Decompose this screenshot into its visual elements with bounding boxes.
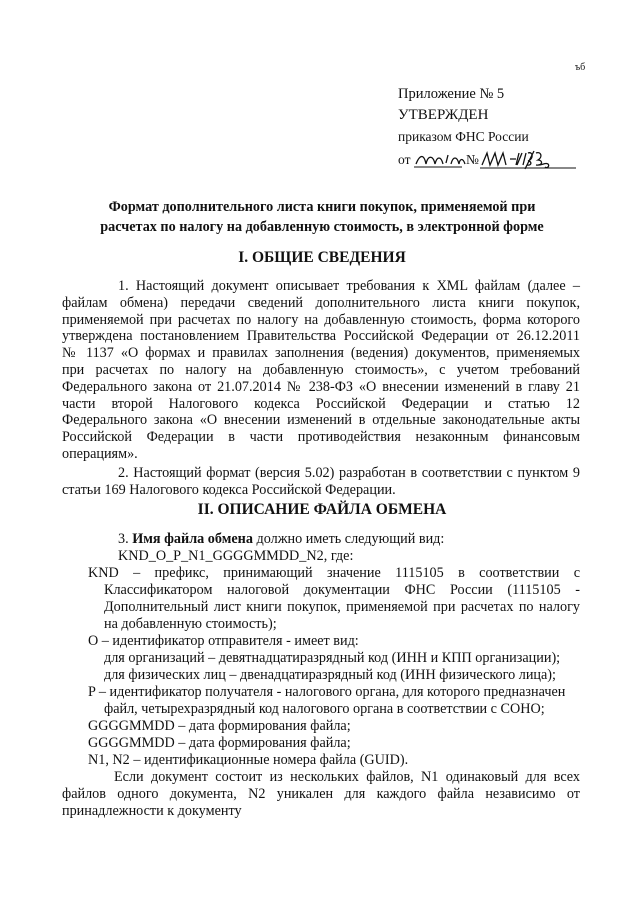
- p1-line: части второй Налогового кодекса Российской Федерации и статью 12: [62, 395, 580, 412]
- p1-line: Российской Федерации в части противодействия незаконным финансовым: [62, 429, 580, 446]
- p2-line: 2. Настоящий формат (версия 5.02) разработан в соответствии с пунктом 9: [118, 465, 580, 481]
- p-line: файл, четырехразрядный код налогового органа в соответствии с СОНО;: [104, 701, 545, 717]
- knd-line: KND – префикс, принимающий значение 1115105 в соответствии с: [88, 565, 580, 581]
- order-date-number-line: [398, 147, 638, 171]
- date-definition-2: GGGGMMDD – дата формирования файла;: [88, 735, 351, 751]
- handwritten-date: [416, 155, 465, 164]
- knd-line: Классификатором налоговой документации ФНС России (1115105 -: [104, 582, 580, 598]
- multi-file-paragraph: [62, 769, 580, 819]
- ot-prefix: от: [398, 152, 411, 167]
- p1-line: 1. Настоящий документ описывает требования к XML файлам (далее –: [118, 278, 580, 294]
- p1-line: операциям».: [62, 445, 138, 462]
- handwritten-number: [482, 151, 549, 169]
- knd-line: Дополнительный лист книги покупок, применяемой при расчетах по налогу: [104, 599, 580, 615]
- filename-pattern: KND_O_P_N1_GGGGMMDD_N2, где:: [118, 548, 354, 564]
- p1-line: Федерального закона от 21.07.2014 № 238-ФЗ «О внесении изменений в главу 21: [62, 378, 580, 395]
- p3-rest: должно иметь следующий вид:: [256, 531, 445, 547]
- o-definition: [88, 633, 560, 684]
- order-label: приказом ФНС России: [398, 129, 529, 144]
- appendix-block: [398, 84, 638, 171]
- paragraph-1: [62, 278, 580, 463]
- corner-mark: ъб: [575, 62, 586, 73]
- p1-line: Федерального закона «О внесении изменений в отдельные законодательные акты: [62, 412, 580, 429]
- handwritten-date-number: [398, 147, 638, 173]
- section-2-heading: II. ОПИСАНИЕ ФАЙЛА ОБМЕНА: [197, 501, 447, 518]
- p1-line: файлам обмена) передачи сведений дополнительного листа книги покупок,: [62, 294, 580, 311]
- paragraph-2: [62, 465, 580, 499]
- p1-line: утверждена постановлением Правительства Российской Федерации от 26.12.2011: [62, 328, 580, 345]
- o-line: для организаций – девятнадцатиразрядный код (ИНН и КПП организации);: [104, 650, 561, 666]
- p3-number: 3.: [118, 531, 129, 547]
- knd-definition: [88, 565, 580, 633]
- p-definition: [88, 684, 565, 718]
- last-line: файлов одного документа, N2 уникален для каждого файла независимо от: [62, 785, 580, 802]
- guid-definition: N1, N2 – идентификационные номера файла (GUID).: [88, 752, 409, 768]
- date-definition-1: GGGGMMDD – дата формирования файла;: [88, 718, 351, 734]
- appendix-number: Приложение № 5: [398, 86, 505, 102]
- last-line: Если документ состоит из нескольких файлов, N1 одинаковый для всех: [114, 769, 580, 785]
- p1-line: применяемой при расчетах по налогу на добавленную стоимость, форма которого: [62, 311, 580, 328]
- paragraph-3-intro: [118, 531, 444, 548]
- p-line: P – идентификатор получателя - налогового органа, для которого предназначен: [88, 684, 566, 700]
- title-line-2: расчетах по налогу на добавленную стоимость, в электронной форме: [100, 219, 544, 235]
- last-line: принадлежности к документу: [62, 802, 242, 819]
- document-title: [62, 197, 582, 237]
- approved-label: УТВЕРЖДЕН: [398, 107, 489, 123]
- p1-line: при расчетах по налогу на добавленную стоимость», с учетом требований: [62, 361, 580, 378]
- p3-term: Имя файла обмена: [132, 531, 253, 547]
- knd-line: на добавленную стоимость);: [104, 616, 277, 632]
- o-line: O – идентификатор отправителя - имеет вид:: [88, 633, 359, 649]
- title-line-1: Формат дополнительного листа книги покупок, применяемой при: [108, 199, 536, 215]
- no-prefix: №: [466, 152, 479, 167]
- section-1-heading: I. ОБЩИЕ СВЕДЕНИЯ: [238, 249, 406, 266]
- p2-line: статьи 169 Налогового кодекса Российской Федерации.: [62, 481, 396, 498]
- o-line: для физических лиц – двенадцатиразрядный код (ИНН физического лица);: [104, 667, 556, 683]
- p1-line: № 1137 «О формах и правилах заполнения (ведения) документов, применяемых: [62, 345, 580, 362]
